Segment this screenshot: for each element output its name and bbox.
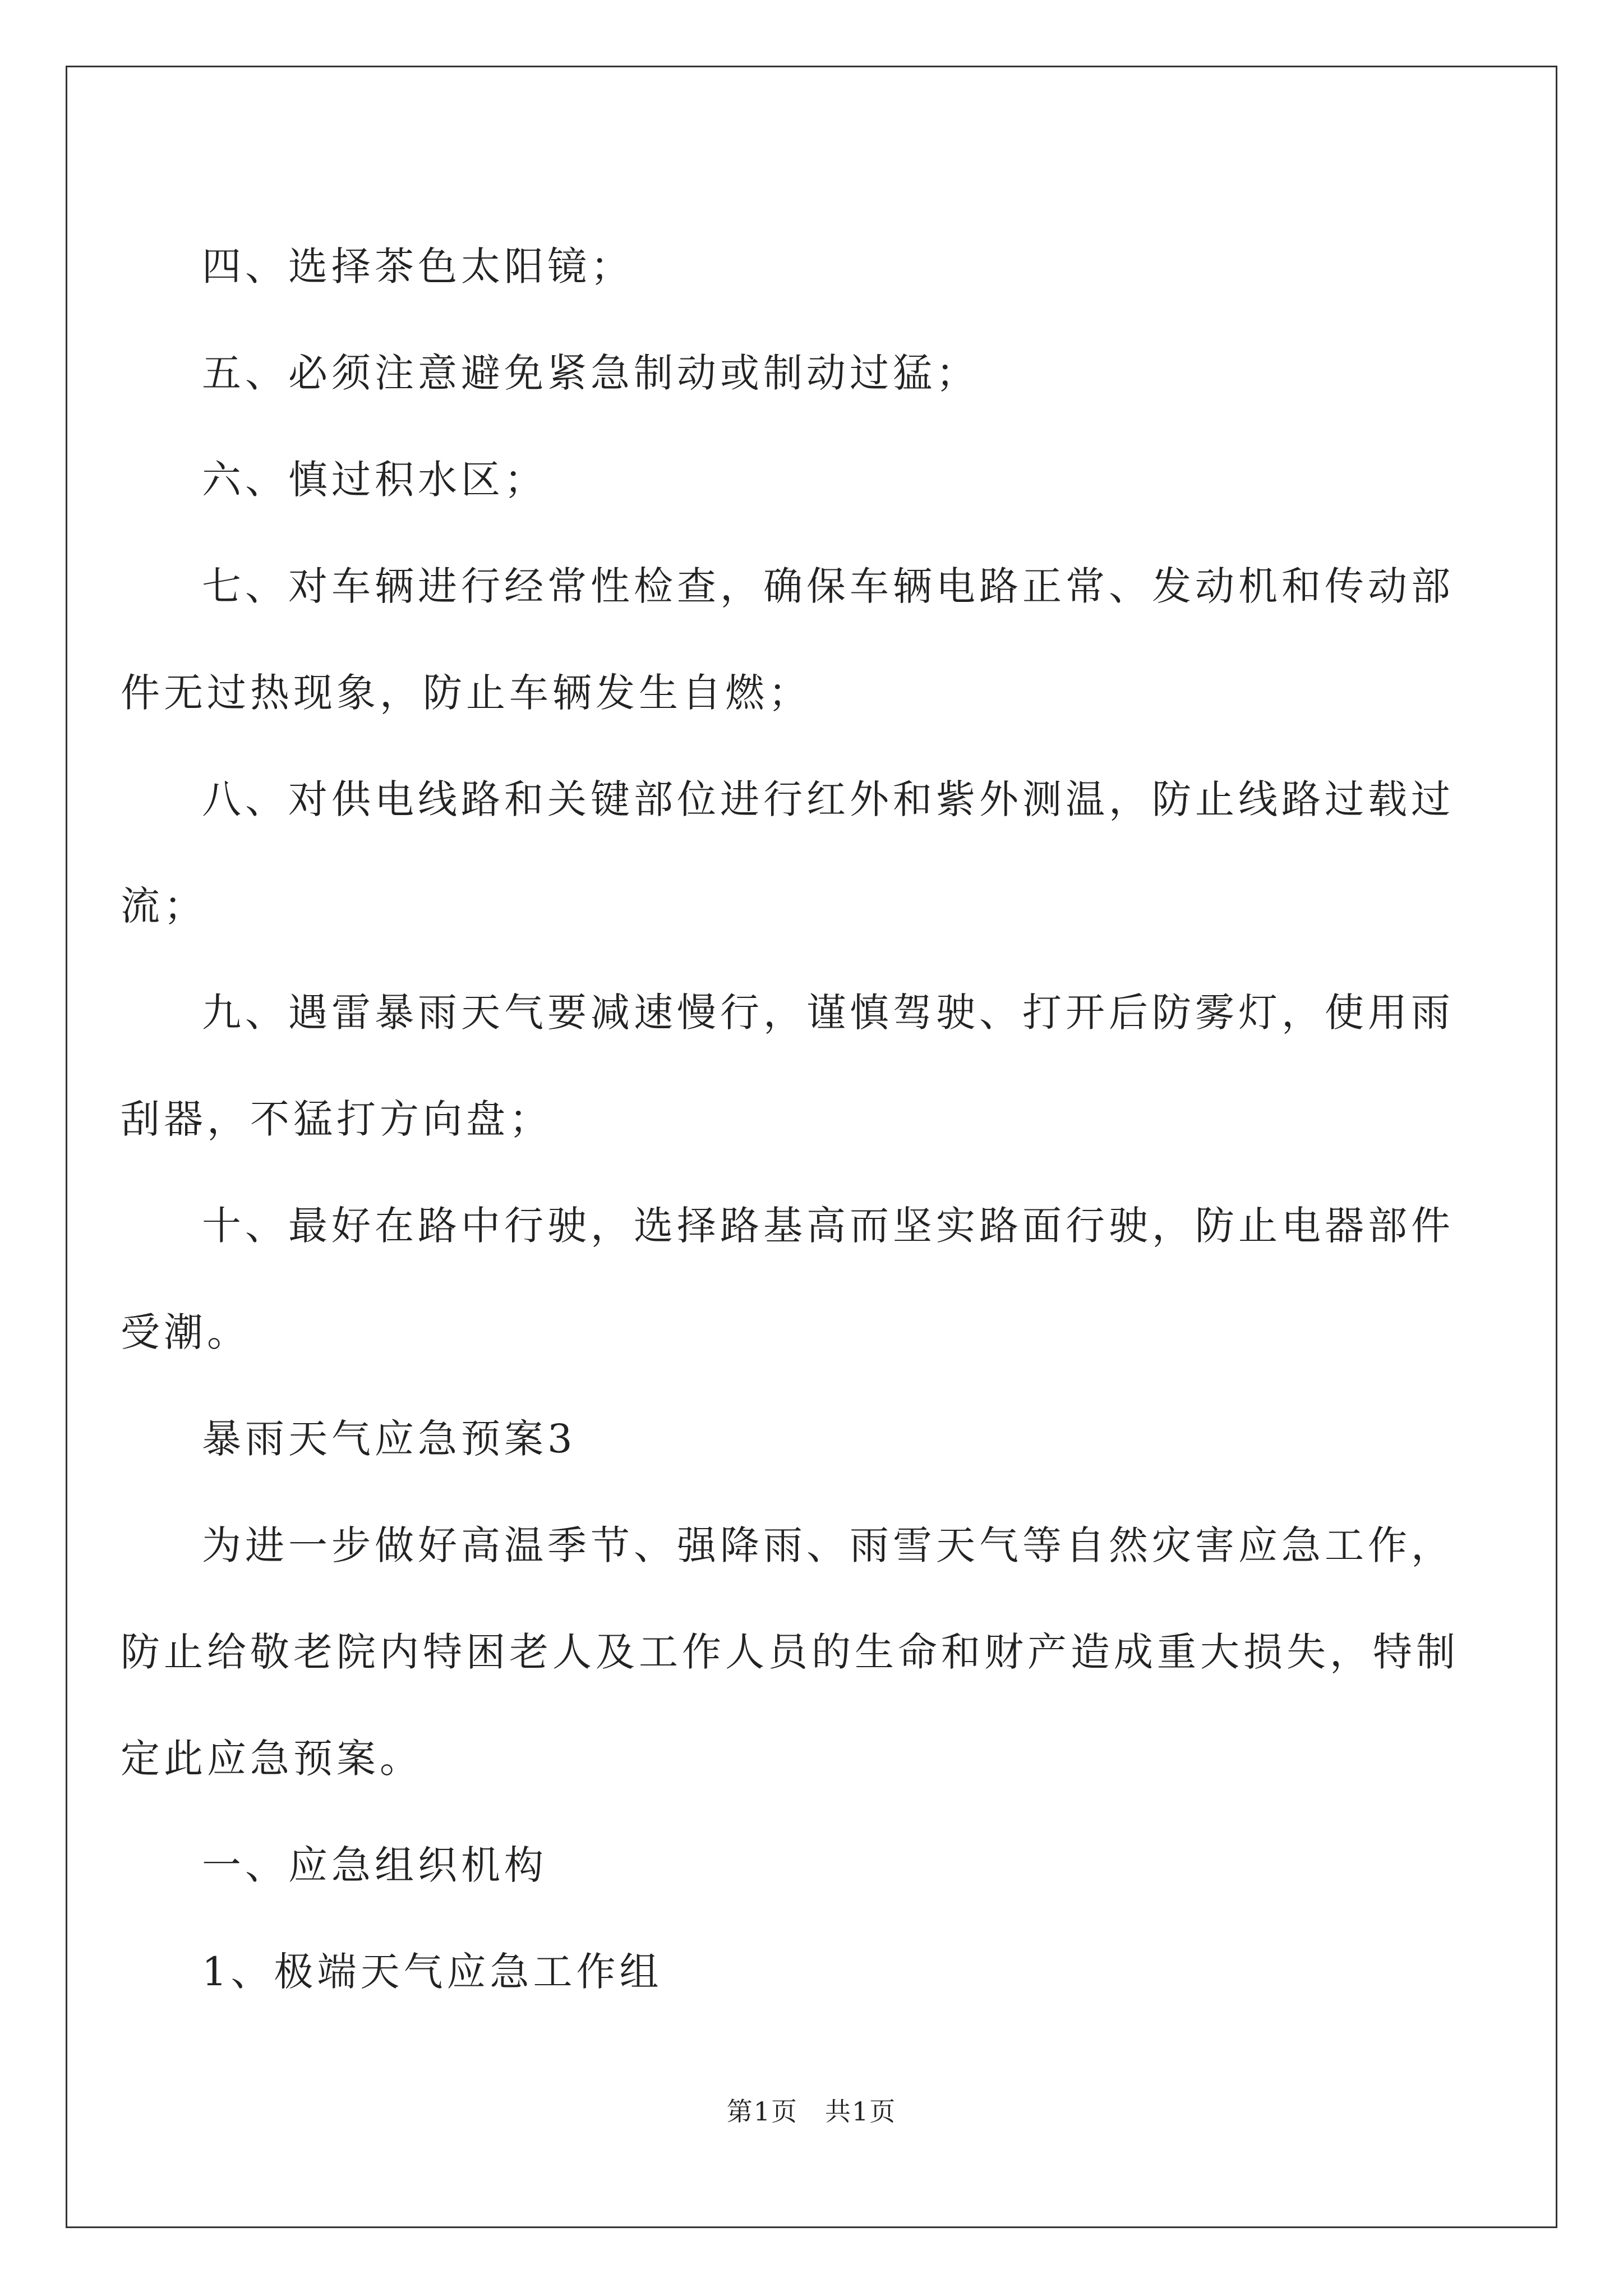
paragraph-item-8: 八、对供电线路和关键部位进行红外和紫外测温，防止线路过载过流； — [121, 776, 1454, 929]
paragraph-item-7: 七、对车辆进行经常性检查，确保车辆电路正常、发动机和传动部件无过热现象，防止车辆发生自燃； — [121, 563, 1454, 716]
document-body — [121, 213, 1469, 2025]
intro-paragraph: 为进一步做好高温季节、强降雨、雨雪天气等自然灾害应急工作，防止给敬老院内特困老人及工作人员的生命和财产造成重大损失，特制定此应急预案。 — [121, 1522, 1459, 1782]
section-heading: 暴雨天气应急预案3 — [202, 1416, 577, 1462]
subheading-working-group: 1、极端天气应急工作组 — [202, 1949, 663, 1995]
paragraph-item-6: 六、慎过积水区； — [202, 457, 547, 503]
page-footer: 第1页 共1页 — [726, 2096, 897, 2127]
paragraph-item-4: 四、选择茶色太阳镜； — [202, 243, 634, 289]
paragraph-item-9: 九、遇雷暴雨天气要减速慢行，谨慎驾驶、打开后防雾灯，使用雨刮器，不猛打方向盘； — [121, 990, 1454, 1142]
subheading-organization: 一、应急组织机构 — [202, 1842, 547, 1888]
paragraph-item-5: 五、必须注意避免紧急制动或制动过猛； — [202, 350, 979, 396]
paragraph-item-10: 十、最好在路中行驶，选择路基高而坚实路面行驶，防止电器部件受潮。 — [121, 1203, 1454, 1355]
